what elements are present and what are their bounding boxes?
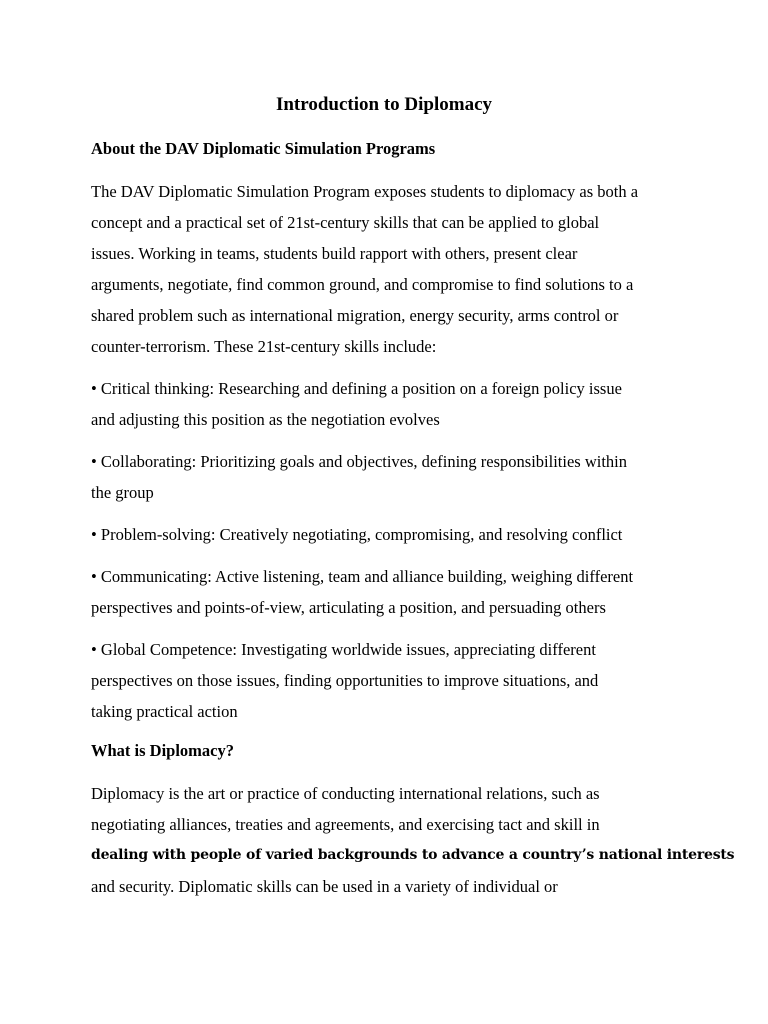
section-heading-about: About the DAV Diplomatic Simulation Programs	[91, 139, 436, 158]
text-line: taking practical action	[91, 702, 238, 721]
text-line: and security. Diplomatic skills can be used in a variety of individual or	[91, 877, 558, 896]
bullet-global-competence	[91, 634, 691, 727]
bullet-collaborating	[91, 446, 691, 508]
text-line: The DAV Diplomatic Simulation Program exposes students to diplomacy as both a	[91, 182, 639, 201]
bold-text-line: dealing with people of varied backgrounds to advance a country’s national interests	[91, 847, 735, 863]
page-title: Introduction to Diplomacy	[275, 94, 493, 115]
text-line: negotiating alliances, treaties and agreements, and exercising tact and skill in	[91, 815, 600, 834]
text-line: perspectives on those issues, finding opportunities to improve situations, and	[91, 671, 599, 690]
text-line: Diplomacy is the art or practice of conducting international relations, such as	[91, 784, 600, 803]
bullet-communicating	[91, 561, 691, 623]
section-heading-what-is-diplomacy: What is Diplomacy?	[91, 741, 235, 760]
text-line: shared problem such as international migration, energy security, arms control or	[91, 306, 619, 325]
text-line: the group	[91, 483, 154, 502]
intro-paragraph	[91, 176, 691, 362]
bullet-critical-thinking	[91, 373, 691, 435]
text-line: • Critical thinking: Researching and defining a position on a foreign policy issue	[91, 379, 622, 398]
text-line: • Collaborating: Prioritizing goals and objectives, defining responsibilities within	[91, 452, 627, 471]
text-line: • Global Competence: Investigating worldwide issues, appreciating different	[91, 640, 596, 659]
bullet-problem-solving	[91, 519, 691, 550]
text-line: issues. Working in teams, students build rapport with others, present clear	[91, 244, 578, 263]
document-body	[91, 136, 735, 913]
diplomacy-paragraph	[91, 778, 735, 902]
text-line: • Problem-solving: Creatively negotiating, compromising, and resolving conflict	[91, 525, 623, 544]
text-line: and adjusting this position as the negotiation evolves	[91, 410, 440, 429]
text-line: counter-terrorism. These 21st-century skills include:	[91, 337, 437, 356]
text-line: • Communicating: Active listening, team and alliance building, weighing different	[91, 567, 634, 586]
text-line: concept and a practical set of 21st-century skills that can be applied to global	[91, 213, 600, 232]
text-line: perspectives and points-of-view, articulating a position, and persuading others	[91, 598, 606, 617]
text-line: arguments, negotiate, find common ground, and compromise to find solutions to a	[91, 275, 634, 294]
